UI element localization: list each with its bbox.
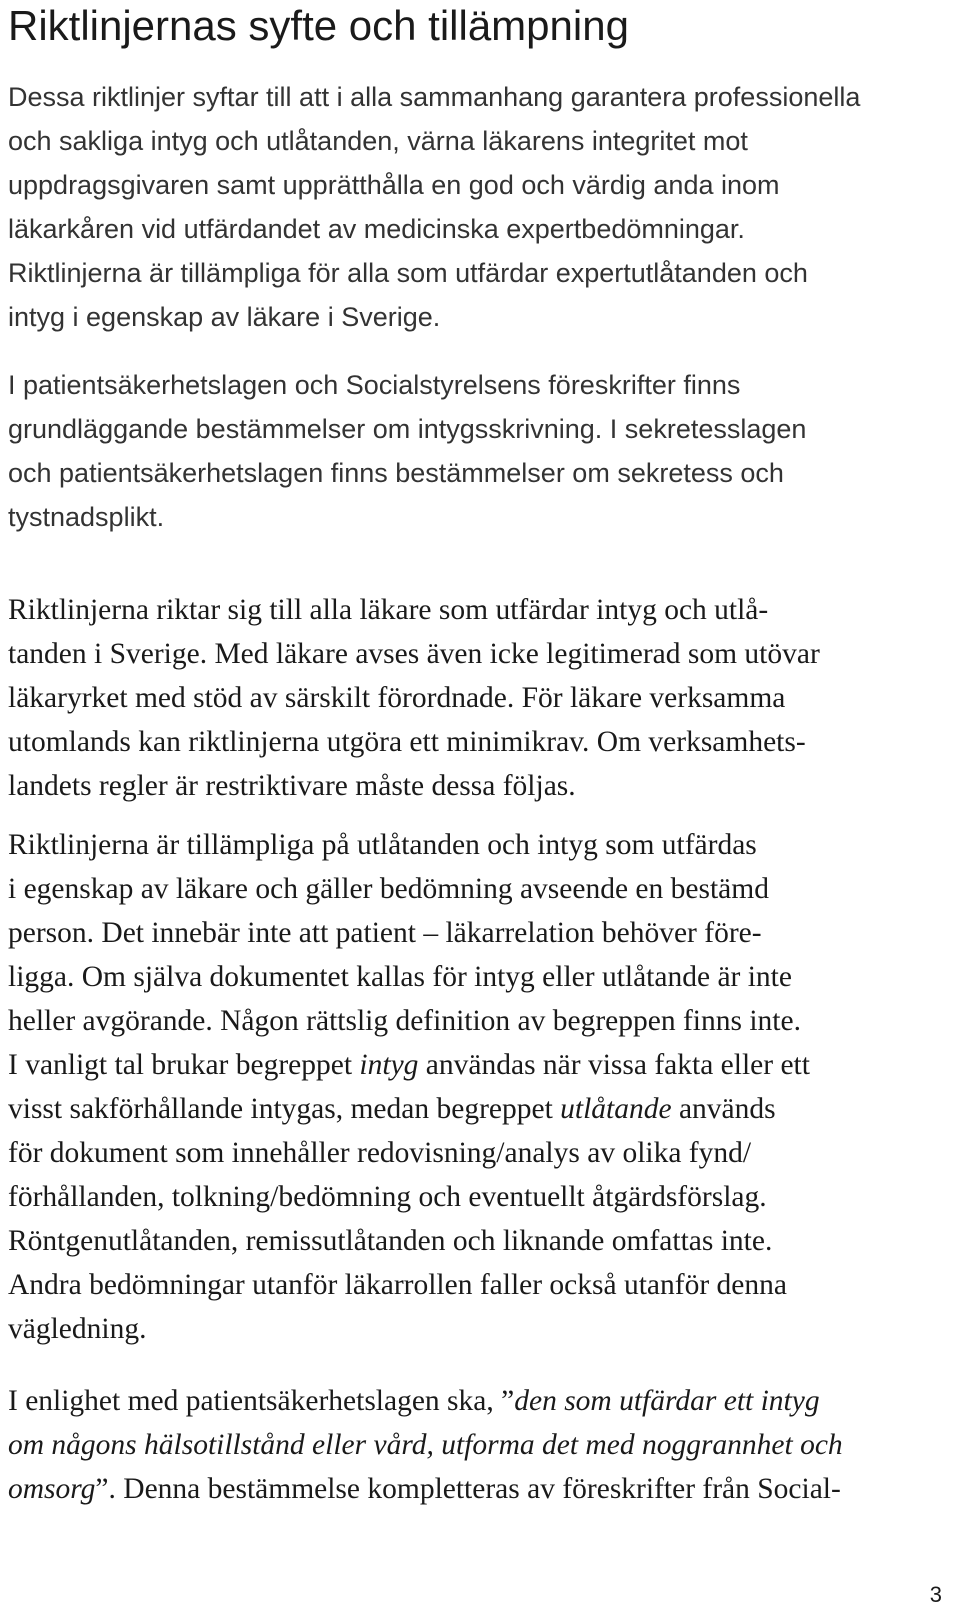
- text-line: ligga. Om själva dokumentet kallas för intyg eller utlåtande är inte: [8, 961, 792, 993]
- intro-paragraph-1: [8, 75, 953, 339]
- quoted-text: om någons hälsotillstånd eller vård, utforma det med noggrannhet och: [8, 1429, 843, 1461]
- quoted-text: omsorg: [8, 1473, 96, 1505]
- page-title: Riktlinjernas syfte och tillämpning: [8, 2, 629, 49]
- text-line: Riktlinjerna riktar sig till alla läkare som utfärdar intyg och utlå-: [8, 594, 769, 626]
- text-run: ”. Denna bestämmelse kompletteras av föreskrifter från Social-: [95, 1473, 841, 1505]
- text-line: Andra bedömningar utanför läkarrollen faller också utanför denna: [8, 1269, 787, 1301]
- text-run: användas när vissa fakta eller ett: [418, 1049, 810, 1081]
- text-line: tanden i Sverige. Med läkare avses även icke legitimerad som utövar: [8, 638, 820, 670]
- text-run: I vanligt tal brukar begreppet: [8, 1049, 360, 1081]
- body-paragraph-1: [8, 588, 953, 808]
- text-line: tystnadsplikt.: [8, 502, 165, 532]
- text-line: vägledning.: [8, 1313, 147, 1345]
- intro-paragraph-2: [8, 363, 953, 539]
- text-line: person. Det innebär inte att patient – läkarrelation behöver före-: [8, 917, 762, 949]
- text-run: I enlighet med patientsäkerhetslagen ska, ”: [8, 1385, 515, 1417]
- text-line: och patientsäkerhetslagen finns bestämmelser om sekretess och: [8, 458, 784, 488]
- text-line: läkarkåren vid utfärdandet av medicinska expertbedömningar.: [8, 214, 745, 244]
- text-line: heller avgörande. Någon rättslig definition av begreppen finns inte.: [8, 1005, 801, 1037]
- text-line: förhållanden, tolkning/bedömning och eventuellt åtgärdsförslag.: [8, 1181, 767, 1213]
- text-line: Röntgenutlåtanden, remissutlåtanden och liknande omfattas inte.: [8, 1225, 773, 1257]
- page-number: 3: [929, 1582, 942, 1607]
- text-line: [8, 1423, 953, 1467]
- text-line: I patientsäkerhetslagen och Socialstyrelsens föreskrifter finns: [8, 370, 741, 400]
- text-line: i egenskap av läkare och gäller bedömning avseende en bestämd: [8, 873, 769, 905]
- text-line: Dessa riktlinjer syftar till att i alla sammanhang garantera professionella: [8, 82, 861, 112]
- text-line: [8, 1379, 953, 1423]
- emphasis-intyg: intyg: [359, 1049, 419, 1081]
- text-line: Riktlinjerna är tillämpliga för alla som utfärdar expertutlåtanden och: [8, 258, 808, 288]
- text-line: [8, 1467, 953, 1511]
- text-line: utomlands kan riktlinjerna utgöra ett minimikrav. Om verksamhets-: [8, 726, 806, 758]
- text-line: uppdragsgivaren samt upprätthålla en god och värdig anda inom: [8, 170, 780, 200]
- body-paragraph-3: [8, 1379, 953, 1511]
- text-line: och sakliga intyg och utlåtanden, värna läkarens integritet mot: [8, 126, 748, 156]
- text-line: [8, 1043, 953, 1087]
- text-line: grundläggande bestämmelser om intygsskrivning. I sekretesslagen: [8, 414, 807, 444]
- text-line: läkaryrket med stöd av särskilt förordnade. För läkare verksamma: [8, 682, 786, 714]
- text-line: landets regler är restriktivare måste dessa följas.: [8, 770, 576, 802]
- text-line: Riktlinjerna är tillämpliga på utlåtanden och intyg som utfärdas: [8, 829, 757, 861]
- text-run: visst sakförhållande intygas, medan begreppet: [8, 1093, 561, 1125]
- text-run: används: [671, 1093, 776, 1125]
- text-line: [8, 1087, 953, 1131]
- text-line: för dokument som innehåller redovisning/analys av olika fynd/: [8, 1137, 752, 1169]
- quoted-text: den som utfärdar ett intyg: [514, 1385, 820, 1417]
- text-line: intyg i egenskap av läkare i Sverige.: [8, 302, 441, 332]
- body-paragraph-2: [8, 823, 953, 1351]
- emphasis-utlatande: utlåtande: [560, 1093, 672, 1125]
